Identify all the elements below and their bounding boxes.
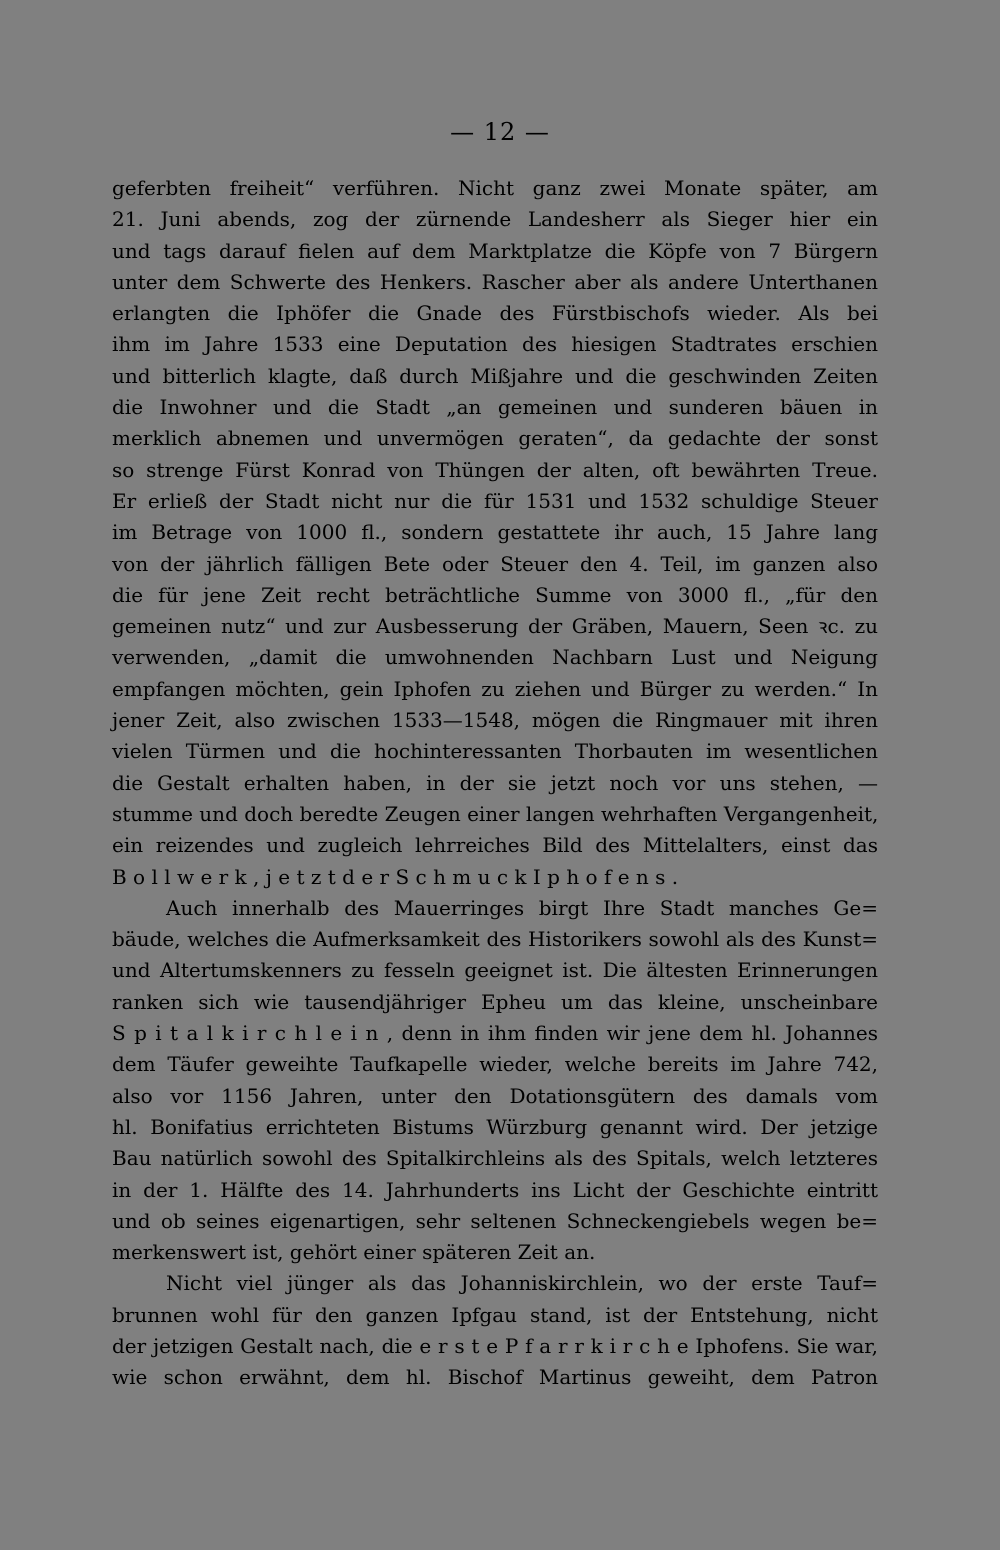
text-line: jener Zeit, also zwischen 1533—1548, mögen die Ringmauer mit ihren bbox=[112, 708, 878, 733]
text-line: also vor 1156 Jahren, unter den Dotationsgütern des damals vom bbox=[112, 1083, 878, 1108]
text-line: und Altertumskenners zu fesseln geeignet ist. Die ältesten Erinnerungen bbox=[112, 958, 878, 983]
text-line: B o l l w e r k , j e t z t d e r S c h m u c k I p h o f e n s . bbox=[112, 864, 679, 889]
text-line: im Betrage von 1000 fl., sondern gestattete ihr auch, 15 Jahre lang bbox=[112, 520, 878, 545]
text-line: dem Täufer geweihte Taufkapelle wieder, welche bereits im Jahre 742, bbox=[112, 1052, 878, 1077]
text-line: erlangten die Iphöfer die Gnade des Fürstbischofs wieder. Als bei bbox=[112, 301, 878, 326]
text-line: der jetzigen Gestalt nach, die e r s t e P f a r r k i r c h e Iphofens. Sie war, bbox=[112, 1333, 878, 1358]
text-line: die Inwohner und die Stadt „an gemeinen und sunderen bäuen in bbox=[112, 395, 878, 420]
text-line: so strenge Fürst Konrad von Thüngen der alten, oft bewährten Treue. bbox=[112, 457, 878, 482]
text-line: merklich abnemen und unvermögen geraten“, da gedachte der sonst bbox=[112, 426, 878, 451]
text-line: empfangen möchten, gein Iphofen zu ziehen und Bürger zu werden.“ In bbox=[112, 676, 878, 701]
text-line: hl. Bonifatius errichteten Bistums Würzburg genannt wird. Der jetzige bbox=[112, 1114, 878, 1139]
body-text bbox=[112, 173, 878, 1394]
text-line: und ob seines eigenartigen, sehr seltenen Schneckengiebels wegen be= bbox=[112, 1208, 878, 1233]
text-line: ranken sich wie tausendjähriger Epheu um das kleine, unscheinbare bbox=[112, 989, 878, 1014]
text-line: merkenswert ist, gehört einer späteren Zeit an. bbox=[112, 1240, 596, 1265]
text-line: die für jene Zeit recht beträchtliche Summe von 3000 fl., „für den bbox=[112, 582, 878, 607]
text-line: Auch innerhalb des Mauerringes birgt Ihre Stadt manches Ge= bbox=[166, 895, 878, 920]
text-line: stumme und doch beredte Zeugen einer langen wehrhaften Vergangenheit, bbox=[112, 801, 879, 826]
text-line: ein reizendes und zugleich lehrreiches Bild des Mittelalters, einst das bbox=[112, 833, 878, 858]
text-line: Nicht viel jünger als das Johanniskirchlein, wo der erste Tauf= bbox=[166, 1271, 878, 1296]
text-line: unter dem Schwerte des Henkers. Rascher aber als andere Unterthanen bbox=[112, 269, 878, 294]
text-line: ihm im Jahre 1533 eine Deputation des hiesigen Stadtrates erschien bbox=[112, 332, 878, 357]
text-line: 21. Juni abends, zog der zürnende Landesherr als Sieger hier ein bbox=[112, 207, 878, 232]
text-line: die Gestalt erhalten haben, in der sie jetzt noch vor uns stehen, — bbox=[112, 770, 878, 795]
text-line: brunnen wohl für den ganzen Ipfgau stand, ist der Entstehung, nicht bbox=[112, 1302, 878, 1327]
text-line: und tags darauf fielen auf dem Marktplatze die Köpfe von 7 Bürgern bbox=[112, 238, 878, 263]
text-line: bäude, welches die Aufmerksamkeit des Historikers sowohl als des Kunst= bbox=[112, 927, 878, 952]
text-line: wie schon erwähnt, dem hl. Bischof Martinus geweiht, dem Patron bbox=[112, 1365, 878, 1390]
text-line: gemeinen nutz“ und zur Ausbesserung der Gräben, Mauern, Seen ꝛc. zu bbox=[112, 614, 878, 639]
text-line: und bitterlich klagte, daß durch Mißjahre und die geschwinden Zeiten bbox=[112, 363, 878, 388]
text-line: verwenden, „damit die umwohnenden Nachbarn Lust und Neigung bbox=[112, 645, 878, 670]
text-line: S p i t a l k i r c h l e i n , denn in ihm finden wir jene dem hl. Johannes bbox=[112, 1021, 878, 1046]
text-line: geferbten freiheit“ verführen. Nicht ganz zwei Monate später, am bbox=[112, 176, 878, 200]
page-number: — 12 — bbox=[450, 118, 550, 146]
text-line: vielen Türmen und die hochinteressanten Thorbauten im wesentlichen bbox=[112, 739, 878, 764]
text-line: Er erließ der Stadt nicht nur die für 1531 und 1532 schuldige Steuer bbox=[112, 488, 878, 513]
text-line: von der jährlich fälligen Bete oder Steuer den 4. Teil, im ganzen also bbox=[112, 551, 878, 576]
text-line: Bau natürlich sowohl des Spitalkirchleins als des Spitals, welch letzteres bbox=[112, 1146, 878, 1171]
text-line: in der 1. Hälfte des 14. Jahrhunderts ins Licht der Geschichte eintritt bbox=[112, 1177, 878, 1202]
